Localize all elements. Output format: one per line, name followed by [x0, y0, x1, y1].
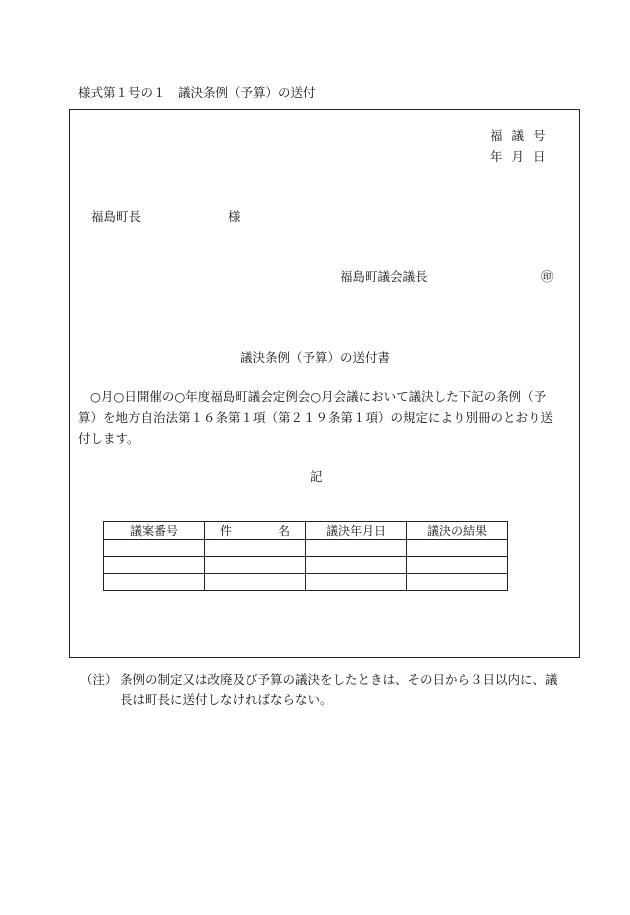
record-mark: 記: [310, 469, 323, 484]
table-cell: [306, 574, 407, 591]
seal-mark: ㊞: [541, 269, 554, 284]
table-row: [104, 557, 508, 574]
resolution-table: [103, 521, 507, 591]
table-cell: [205, 574, 306, 591]
header-item-name: [205, 522, 306, 540]
header-bill-number: 議案番号: [104, 522, 205, 540]
table-cell: [306, 557, 407, 574]
header-item-name-part1: 件: [219, 524, 232, 538]
document-title: 議決条例（予算）の送付書: [239, 350, 390, 365]
header-resolution-result: 議決の結果: [407, 522, 508, 540]
table-cell: [306, 540, 407, 557]
body-text: ○月○日開催の○年度福島町議会定例会○月会議において議決した下記の条例（予算）を地方自治法第１６条第１項（第２１９条第１項）の規定により別冊のとおり送付します。: [78, 389, 554, 446]
table-cell: [104, 540, 205, 557]
footnote-text: 条例の制定又は改廃及び予算の議決をしたときは、その日から３日以内に、議長は町長に送付しなければならない。: [120, 672, 558, 707]
honorific: 様: [228, 209, 241, 224]
table-cell: [104, 557, 205, 574]
resolution-table-grid: [103, 521, 508, 591]
form-label: 様式第１号の１ 議決条例（予算）の送付: [78, 85, 316, 100]
header-item-name-part2: 名: [278, 524, 291, 538]
document-number: 福議号: [490, 128, 555, 143]
table-cell: [104, 574, 205, 591]
table-header-row: [104, 522, 508, 540]
table-row: [104, 574, 508, 591]
sender: 福島町議会議長: [340, 269, 428, 284]
table-row: [104, 540, 508, 557]
header-resolution-date: 議決年月日: [306, 522, 407, 540]
table-cell: [407, 557, 508, 574]
table-cell: [407, 540, 508, 557]
addressee: 福島町長: [91, 209, 142, 224]
table-cell: [205, 557, 306, 574]
table-cell: [205, 540, 306, 557]
document-date: 年月日: [490, 149, 555, 164]
footnote-mark: （注）: [80, 672, 118, 687]
table-cell: [407, 574, 508, 591]
